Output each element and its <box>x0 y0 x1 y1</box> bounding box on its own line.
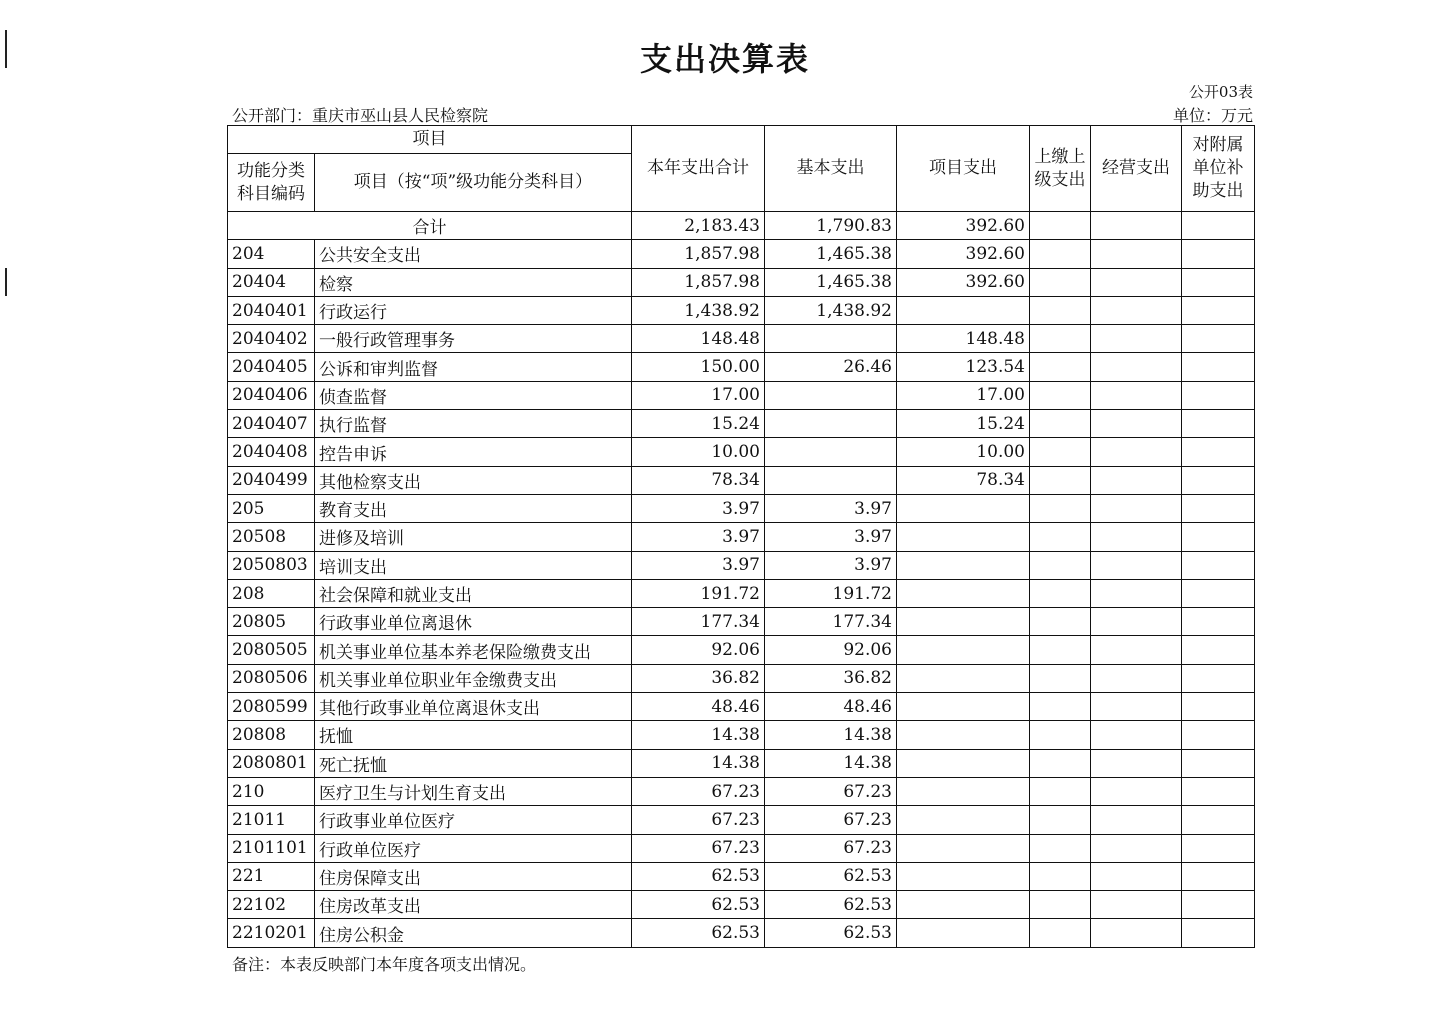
cell-code: 204 <box>228 240 315 268</box>
cell-basic: 3.97 <box>765 494 897 522</box>
cell-business <box>1091 466 1182 494</box>
cell-subsidiary <box>1182 353 1255 381</box>
cell-name: 机关事业单位基本养老保险缴费支出 <box>315 636 632 664</box>
cell-subsidiary <box>1182 919 1255 947</box>
cell-name: 抚恤 <box>315 721 632 749</box>
cell-basic <box>765 325 897 353</box>
cell-upper <box>1030 862 1091 890</box>
table-row <box>228 494 1255 522</box>
cell-basic: 92.06 <box>765 636 897 664</box>
table-row <box>228 891 1255 919</box>
table-row <box>228 579 1255 607</box>
cell-basic: 67.23 <box>765 777 897 805</box>
cell-project <box>897 608 1030 636</box>
cell-subsidiary <box>1182 664 1255 692</box>
cell-name: 公诉和审判监督 <box>315 353 632 381</box>
cell-code: 2040405 <box>228 353 315 381</box>
table-row <box>228 693 1255 721</box>
cell-upper <box>1030 608 1091 636</box>
cell-basic: 1,438.92 <box>765 296 897 324</box>
cell-total: 14.38 <box>632 749 765 777</box>
cell-business <box>1091 523 1182 551</box>
cell-subsidiary <box>1182 777 1255 805</box>
cell-name: 行政单位医疗 <box>315 834 632 862</box>
cell-name: 其他行政事业单位离退休支出 <box>315 693 632 721</box>
cell-subsidiary <box>1182 636 1255 664</box>
cell-total: 14.38 <box>632 721 765 749</box>
cell-upper <box>1030 494 1091 522</box>
cell-total: 10.00 <box>632 438 765 466</box>
cell-basic: 67.23 <box>765 806 897 834</box>
cell-basic: 14.38 <box>765 721 897 749</box>
cell-name: 侦查监督 <box>315 381 632 409</box>
cell-total: 67.23 <box>632 777 765 805</box>
cell-basic: 67.23 <box>765 834 897 862</box>
cell-subsidiary <box>1182 466 1255 494</box>
table-row <box>228 268 1255 296</box>
cell-upper <box>1030 749 1091 777</box>
cell-business <box>1091 636 1182 664</box>
cell-project: 17.00 <box>897 381 1030 409</box>
cell-basic: 26.46 <box>765 353 897 381</box>
cell-total: 3.97 <box>632 494 765 522</box>
cell-project <box>897 693 1030 721</box>
footnote: 备注：本表反映部门本年度各项支出情况。 <box>232 955 537 974</box>
cell-name: 行政事业单位离退休 <box>315 608 632 636</box>
cell-subsidiary <box>1182 523 1255 551</box>
cell-business <box>1091 268 1182 296</box>
cell-business <box>1091 693 1182 721</box>
cell-upper <box>1030 636 1091 664</box>
cell-project <box>897 919 1030 947</box>
table-row <box>228 523 1255 551</box>
cell-upper <box>1030 777 1091 805</box>
cell-total: 3.97 <box>632 523 765 551</box>
cell-upper <box>1030 806 1091 834</box>
cell-code: 2080506 <box>228 664 315 692</box>
cell-code: 2101101 <box>228 834 315 862</box>
cell-business <box>1091 381 1182 409</box>
cell-subsidiary <box>1182 834 1255 862</box>
cell-subsidiary <box>1182 296 1255 324</box>
cell-project: 392.60 <box>897 268 1030 296</box>
cell-basic: 1,465.38 <box>765 268 897 296</box>
cell-total: 48.46 <box>632 693 765 721</box>
cell-code: 20805 <box>228 608 315 636</box>
total-label: 合计 <box>228 212 632 240</box>
cell-business <box>1091 438 1182 466</box>
table-row <box>228 608 1255 636</box>
cell-subsidiary <box>1182 693 1255 721</box>
table-row <box>228 636 1255 664</box>
cell-project: 392.60 <box>897 240 1030 268</box>
cell-total: 1,857.98 <box>632 240 765 268</box>
cell-name: 住房保障支出 <box>315 862 632 890</box>
cell-code: 20404 <box>228 268 315 296</box>
cell-total: 17.00 <box>632 381 765 409</box>
cell-total: 78.34 <box>632 466 765 494</box>
cell-subsidiary <box>1182 438 1255 466</box>
cell-project <box>897 551 1030 579</box>
total-subsidiary <box>1182 212 1255 240</box>
table-row <box>228 806 1255 834</box>
cell-name: 死亡抚恤 <box>315 749 632 777</box>
cell-name: 住房改革支出 <box>315 891 632 919</box>
unit-label: 单位：万元 <box>1172 106 1253 125</box>
cell-basic: 62.53 <box>765 862 897 890</box>
header-project: 项目支出 <box>897 126 1030 212</box>
cell-code: 21011 <box>228 806 315 834</box>
cell-subsidiary <box>1182 410 1255 438</box>
cell-subsidiary <box>1182 749 1255 777</box>
table-row <box>228 381 1255 409</box>
cell-project <box>897 806 1030 834</box>
cell-upper <box>1030 325 1091 353</box>
cell-basic: 191.72 <box>765 579 897 607</box>
cell-basic: 3.97 <box>765 551 897 579</box>
cell-code: 20508 <box>228 523 315 551</box>
cell-name: 控告申诉 <box>315 438 632 466</box>
cell-total: 62.53 <box>632 919 765 947</box>
cell-name: 公共安全支出 <box>315 240 632 268</box>
cell-total: 1,857.98 <box>632 268 765 296</box>
cell-code: 208 <box>228 579 315 607</box>
cell-business <box>1091 721 1182 749</box>
cell-project: 123.54 <box>897 353 1030 381</box>
cell-business <box>1091 806 1182 834</box>
cell-total: 62.53 <box>632 862 765 890</box>
cell-subsidiary <box>1182 608 1255 636</box>
cell-upper <box>1030 410 1091 438</box>
cell-project: 15.24 <box>897 410 1030 438</box>
cell-upper <box>1030 240 1091 268</box>
table-row <box>228 664 1255 692</box>
cell-code: 221 <box>228 862 315 890</box>
cell-business <box>1091 240 1182 268</box>
cell-business <box>1091 494 1182 522</box>
cell-name: 教育支出 <box>315 494 632 522</box>
cell-business <box>1091 353 1182 381</box>
total-project: 392.60 <box>897 212 1030 240</box>
cell-upper <box>1030 579 1091 607</box>
cell-name: 社会保障和就业支出 <box>315 579 632 607</box>
cell-code: 2040407 <box>228 410 315 438</box>
cell-upper <box>1030 693 1091 721</box>
table-row <box>228 325 1255 353</box>
cell-basic: 14.38 <box>765 749 897 777</box>
cell-project <box>897 523 1030 551</box>
cell-upper <box>1030 381 1091 409</box>
cell-project <box>897 834 1030 862</box>
page-title: 支出决算表 <box>639 40 810 78</box>
table-code: 公开03表 <box>1188 83 1253 101</box>
cell-project <box>897 891 1030 919</box>
cell-basic: 1,465.38 <box>765 240 897 268</box>
header-subsidiary: 对附属单位补助支出 <box>1182 126 1255 212</box>
cell-subsidiary <box>1182 891 1255 919</box>
cell-total: 67.23 <box>632 834 765 862</box>
cell-business <box>1091 862 1182 890</box>
cell-code: 20808 <box>228 721 315 749</box>
cell-code: 2080599 <box>228 693 315 721</box>
cell-basic: 62.53 <box>765 891 897 919</box>
cell-name: 一般行政管理事务 <box>315 325 632 353</box>
scan-edge-mark <box>5 268 7 296</box>
header-upper: 上缴上级支出 <box>1030 126 1091 212</box>
cell-business <box>1091 608 1182 636</box>
cell-business <box>1091 410 1182 438</box>
cell-total: 67.23 <box>632 806 765 834</box>
cell-project <box>897 749 1030 777</box>
cell-basic: 62.53 <box>765 919 897 947</box>
total-basic: 1,790.83 <box>765 212 897 240</box>
cell-upper <box>1030 834 1091 862</box>
cell-name: 机关事业单位职业年金缴费支出 <box>315 664 632 692</box>
cell-subsidiary <box>1182 240 1255 268</box>
cell-project: 78.34 <box>897 466 1030 494</box>
cell-code: 2080801 <box>228 749 315 777</box>
cell-total: 1,438.92 <box>632 296 765 324</box>
cell-upper <box>1030 664 1091 692</box>
cell-upper <box>1030 438 1091 466</box>
cell-code: 2040402 <box>228 325 315 353</box>
header-total: 本年支出合计 <box>632 126 765 212</box>
header-code: 功能分类科目编码 <box>228 154 315 212</box>
table-row <box>228 438 1255 466</box>
cell-project: 148.48 <box>897 325 1030 353</box>
table-row <box>228 551 1255 579</box>
cell-basic <box>765 410 897 438</box>
table-row <box>228 410 1255 438</box>
table-row <box>228 353 1255 381</box>
cell-business <box>1091 891 1182 919</box>
cell-upper <box>1030 721 1091 749</box>
cell-code: 2050803 <box>228 551 315 579</box>
cell-project <box>897 579 1030 607</box>
cell-subsidiary <box>1182 551 1255 579</box>
cell-project <box>897 636 1030 664</box>
cell-total: 177.34 <box>632 608 765 636</box>
cell-business <box>1091 834 1182 862</box>
cell-total: 62.53 <box>632 891 765 919</box>
total-sum: 2,183.43 <box>632 212 765 240</box>
cell-project <box>897 721 1030 749</box>
cell-total: 36.82 <box>632 664 765 692</box>
cell-subsidiary <box>1182 381 1255 409</box>
cell-business <box>1091 296 1182 324</box>
table-row <box>228 862 1255 890</box>
table-row <box>228 919 1255 947</box>
cell-subsidiary <box>1182 494 1255 522</box>
total-business <box>1091 212 1182 240</box>
header-business: 经营支出 <box>1091 126 1182 212</box>
cell-project <box>897 664 1030 692</box>
cell-subsidiary <box>1182 721 1255 749</box>
cell-upper <box>1030 919 1091 947</box>
total-row <box>228 212 1255 240</box>
cell-upper <box>1030 296 1091 324</box>
cell-upper <box>1030 891 1091 919</box>
table-row <box>228 240 1255 268</box>
cell-name: 行政运行 <box>315 296 632 324</box>
table-row <box>228 749 1255 777</box>
cell-business <box>1091 919 1182 947</box>
cell-name: 检察 <box>315 268 632 296</box>
cell-code: 22102 <box>228 891 315 919</box>
header-item-group: 项目 <box>228 126 632 154</box>
cell-upper <box>1030 523 1091 551</box>
cell-code: 2040408 <box>228 438 315 466</box>
cell-subsidiary <box>1182 579 1255 607</box>
cell-name: 进修及培训 <box>315 523 632 551</box>
cell-basic <box>765 466 897 494</box>
table-row <box>228 834 1255 862</box>
cell-code: 210 <box>228 777 315 805</box>
cell-code: 2080505 <box>228 636 315 664</box>
cell-subsidiary <box>1182 325 1255 353</box>
cell-project <box>897 862 1030 890</box>
cell-business <box>1091 325 1182 353</box>
cell-basic: 36.82 <box>765 664 897 692</box>
cell-upper <box>1030 466 1091 494</box>
cell-name: 医疗卫生与计划生育支出 <box>315 777 632 805</box>
cell-total: 92.06 <box>632 636 765 664</box>
cell-name: 执行监督 <box>315 410 632 438</box>
header-basic: 基本支出 <box>765 126 897 212</box>
cell-name: 行政事业单位医疗 <box>315 806 632 834</box>
expenditure-table <box>227 125 1255 948</box>
cell-subsidiary <box>1182 806 1255 834</box>
header-name: 项目（按“项”级功能分类科目） <box>315 154 632 212</box>
cell-name: 其他检察支出 <box>315 466 632 494</box>
cell-code: 2210201 <box>228 919 315 947</box>
cell-basic: 177.34 <box>765 608 897 636</box>
table-row <box>228 721 1255 749</box>
cell-total: 148.48 <box>632 325 765 353</box>
cell-subsidiary <box>1182 268 1255 296</box>
cell-business <box>1091 579 1182 607</box>
cell-basic <box>765 438 897 466</box>
cell-project <box>897 777 1030 805</box>
cell-total: 15.24 <box>632 410 765 438</box>
cell-business <box>1091 551 1182 579</box>
table-row <box>228 777 1255 805</box>
cell-name: 培训支出 <box>315 551 632 579</box>
cell-upper <box>1030 551 1091 579</box>
cell-business <box>1091 749 1182 777</box>
cell-subsidiary <box>1182 862 1255 890</box>
cell-total: 150.00 <box>632 353 765 381</box>
cell-code: 2040406 <box>228 381 315 409</box>
cell-upper <box>1030 353 1091 381</box>
cell-business <box>1091 664 1182 692</box>
table-row <box>228 296 1255 324</box>
table-row <box>228 466 1255 494</box>
cell-basic: 3.97 <box>765 523 897 551</box>
cell-project <box>897 296 1030 324</box>
cell-project: 10.00 <box>897 438 1030 466</box>
cell-basic <box>765 381 897 409</box>
department-label: 公开部门：重庆市巫山县人民检察院 <box>232 106 489 125</box>
cell-basic: 48.46 <box>765 693 897 721</box>
cell-project <box>897 494 1030 522</box>
cell-code: 205 <box>228 494 315 522</box>
cell-total: 3.97 <box>632 551 765 579</box>
total-upper <box>1030 212 1091 240</box>
cell-upper <box>1030 268 1091 296</box>
cell-total: 191.72 <box>632 579 765 607</box>
cell-code: 2040499 <box>228 466 315 494</box>
cell-code: 2040401 <box>228 296 315 324</box>
cell-name: 住房公积金 <box>315 919 632 947</box>
cell-business <box>1091 777 1182 805</box>
